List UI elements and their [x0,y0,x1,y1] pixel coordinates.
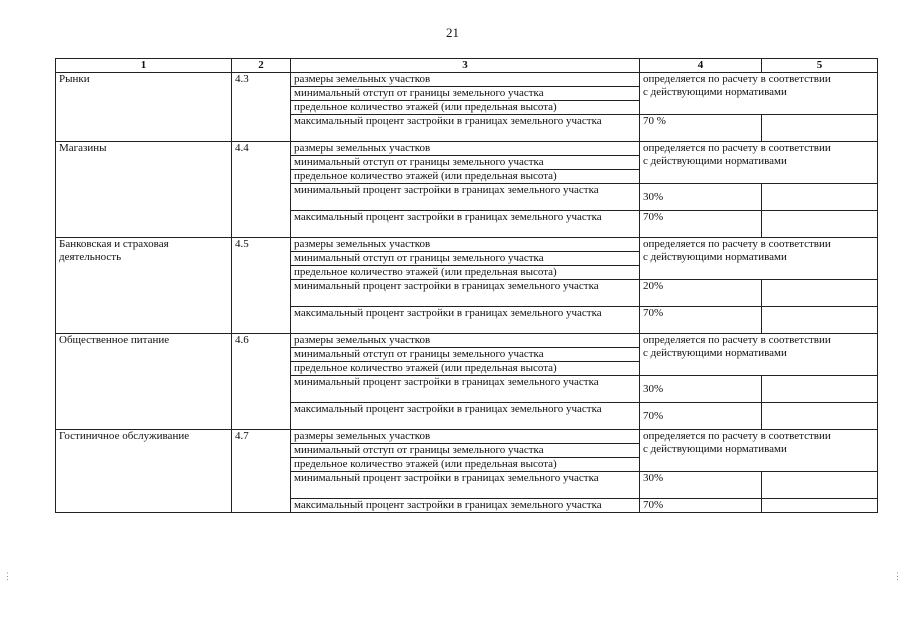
use-name: Общественное питание [56,334,232,430]
param-min-build: минимальный процент застройки в границах земельного участка [291,472,640,499]
param-max-build: максимальный процент застройки в границах земельного участка [291,115,640,142]
use-name: Магазины [56,142,232,238]
group-banking [56,238,878,334]
table-row [56,142,878,156]
shared-rule-line1: определяется по расчету в соответствии [643,334,831,346]
shared-rule-line1: определяется по расчету в соответствии [643,142,831,154]
empty-cell [762,472,878,499]
shared-rule-cell [640,142,878,184]
shared-rule-line1: определяется по расчету в соответствии [643,430,831,442]
shared-rule-cell [640,430,878,472]
empty-cell [762,184,878,211]
table-row [56,334,878,348]
group-shops [56,142,878,238]
param-size: размеры земельных участков [291,73,640,87]
param-setback: минимальный отступ от границы земельного участка [291,87,640,101]
use-name: Банковская и страховая деятельность [56,238,232,334]
table-row [56,73,878,87]
min-build-value: 30% [640,472,762,499]
shared-rule-cell [640,73,878,115]
empty-cell [762,403,878,430]
param-size: размеры земельных участков [291,430,640,444]
use-code: 4.5 [232,238,291,334]
max-build-value: 70% [640,499,762,513]
shared-rule-line2: с действующими нормативами [643,155,787,167]
scan-margin-mark-left: ⋮ [3,571,12,581]
param-floors: предельное количество этажей (или предельная высота) [291,101,640,115]
param-min-build: минимальный процент застройки в границах земельного участка [291,280,640,307]
column-header-3: 3 [291,59,640,73]
param-setback: минимальный отступ от границы земельного участка [291,444,640,458]
param-min-build: минимальный процент застройки в границах земельного участка [291,376,640,403]
use-name: Рынки [56,73,232,142]
empty-cell [762,211,878,238]
empty-cell [762,115,878,142]
param-floors: предельное количество этажей (или предельная высота) [291,362,640,376]
column-header-5: 5 [762,59,878,73]
empty-cell [762,376,878,403]
column-header-2: 2 [232,59,291,73]
empty-cell [762,307,878,334]
min-build-value: 30% [640,376,762,403]
shared-rule-line2: с действующими нормативами [643,86,787,98]
min-build-value: 20% [640,280,762,307]
column-header-1: 1 [56,59,232,73]
param-floors: предельное количество этажей (или предельная высота) [291,170,640,184]
table-header-row [56,59,878,73]
column-header-4: 4 [640,59,762,73]
max-build-value: 70% [640,403,762,430]
use-name: Гостиничное обслуживание [56,430,232,513]
max-build-value: 70% [640,211,762,238]
max-build-value: 70 % [640,115,762,142]
param-setback: минимальный отступ от границы земельного участка [291,252,640,266]
table-row [56,430,878,444]
shared-rule-line2: с действующими нормативами [643,443,787,455]
param-size: размеры земельных участков [291,142,640,156]
empty-cell [762,280,878,307]
group-catering [56,334,878,430]
use-code: 4.7 [232,430,291,513]
empty-cell [762,499,878,513]
param-setback: минимальный отступ от границы земельного участка [291,348,640,362]
group-hotel [56,430,878,513]
max-build-value: 70% [640,307,762,334]
use-code: 4.4 [232,142,291,238]
shared-rule-line1: определяется по расчету в соответствии [643,238,831,250]
param-min-build: минимальный процент застройки в границах земельного участка [291,184,640,211]
shared-rule-line2: с действующими нормативами [643,347,787,359]
param-floors: предельное количество этажей (или предельная высота) [291,266,640,280]
page-number: 21 [446,25,459,40]
use-code: 4.6 [232,334,291,430]
use-code: 4.3 [232,73,291,142]
param-setback: минимальный отступ от границы земельного участка [291,156,640,170]
shared-rule-line1: определяется по расчету в соответствии [643,73,831,85]
group-markets [56,73,878,142]
param-max-build: максимальный процент застройки в границах земельного участка [291,499,640,513]
param-max-build: максимальный процент застройки в границах земельного участка [291,307,640,334]
param-size: размеры земельных участков [291,238,640,252]
param-max-build: максимальный процент застройки в границах земельного участка [291,211,640,238]
min-build-value: 30% [640,184,762,211]
param-size: размеры земельных участков [291,334,640,348]
table-row [56,238,878,252]
param-max-build: максимальный процент застройки в границах земельного участка [291,403,640,430]
scan-margin-mark-right: ⋮ [893,571,902,581]
shared-rule-line2: с действующими нормативами [643,251,787,263]
shared-rule-cell [640,334,878,376]
param-floors: предельное количество этажей (или предельная высота) [291,458,640,472]
zoning-parameters-table [55,58,878,513]
shared-rule-cell [640,238,878,280]
